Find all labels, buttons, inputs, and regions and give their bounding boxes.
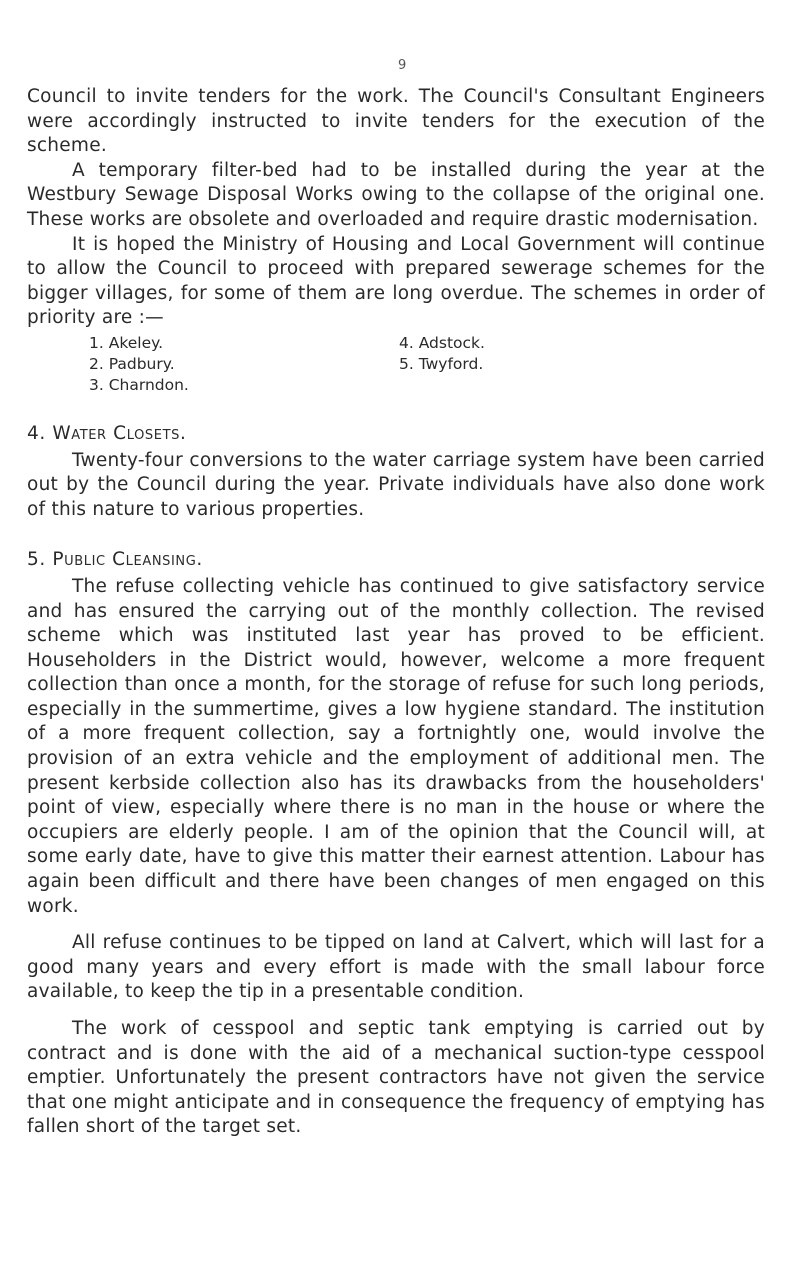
- page-body: [27, 85, 765, 1140]
- section-heading-public-cleansing: 5. Public Cleansing.: [27, 549, 203, 571]
- list-item: 1. Akeley.: [89, 333, 164, 352]
- priority-list: [89, 333, 765, 396]
- paragraph-conversions: Twenty-four conversions to the water carriage system have been carried out by the Council during the year. Private individuals have also done work of this nature to various properties.: [27, 449, 765, 520]
- list-item: 4. Adstock.: [399, 333, 485, 352]
- paragraph-continuation: Council to invite tenders for the work. The Council's Consultant Engineers were accordingly instructed to invite tenders for the execution of the scheme.: [27, 86, 765, 157]
- paragraph-refuse-vehicle: The refuse collecting vehicle has continued to give satisfactory service and has ensured the carrying out of the monthly collection. The revised scheme which was instituted last year has proved to be efficient. Householders in the District would, however, welcome a more frequent collection than once a month, for the storage of refuse for such long periods, especially in the summertime, gives a low hygiene standard. The institution of a more frequent collection, say a fortnightly one, would involve the provision of an extra vehicle and the employment of additional men. The present kerbside collection also has its drawbacks from the householders' point of view, especially where there is no man in the house or where the occupiers are elderly people. I am of the opinion that the Council will, at some early date, have to give this matter their earnest attention. Labour has again been difficult and there have been changes of men engaged on this work.: [27, 575, 765, 917]
- paragraph-filter-bed: A temporary filter-bed had to be installed during the year at the Westbury Sewage Disposal Works owing to the collapse of the original one. These works are obsolete and overloaded and require drastic modernisation.: [27, 159, 765, 230]
- paragraph-sewerage-schemes: It is hoped the Ministry of Housing and Local Government will continue to allow the Council to proceed with prepared sewerage schemes for the bigger villages, for some of them are long overdue. The schemes in order of priority are :—: [27, 233, 765, 329]
- list-item: 2. Padbury.: [89, 354, 175, 373]
- paragraph-refuse-tip: All refuse continues to be tipped on land at Calvert, which will last for a good many years and every effort is made with the small labour force available, to keep the tip in a presentable condition.: [27, 932, 765, 1003]
- paragraph-cesspool: The work of cesspool and septic tank emptying is carried out by contract and is done with the aid of a mechanical suction-type cesspool emptier. Unfortunately the present contractors have not given the service that one might anticipate and in consequence the frequency of emptying has fallen short of the target set.: [27, 1018, 765, 1138]
- section-heading-water-closets: 4. Water Closets.: [27, 422, 187, 444]
- list-item: 3. Charndon.: [89, 375, 189, 394]
- list-item: 5. Twyford.: [399, 354, 484, 373]
- page-number: 9: [398, 58, 407, 73]
